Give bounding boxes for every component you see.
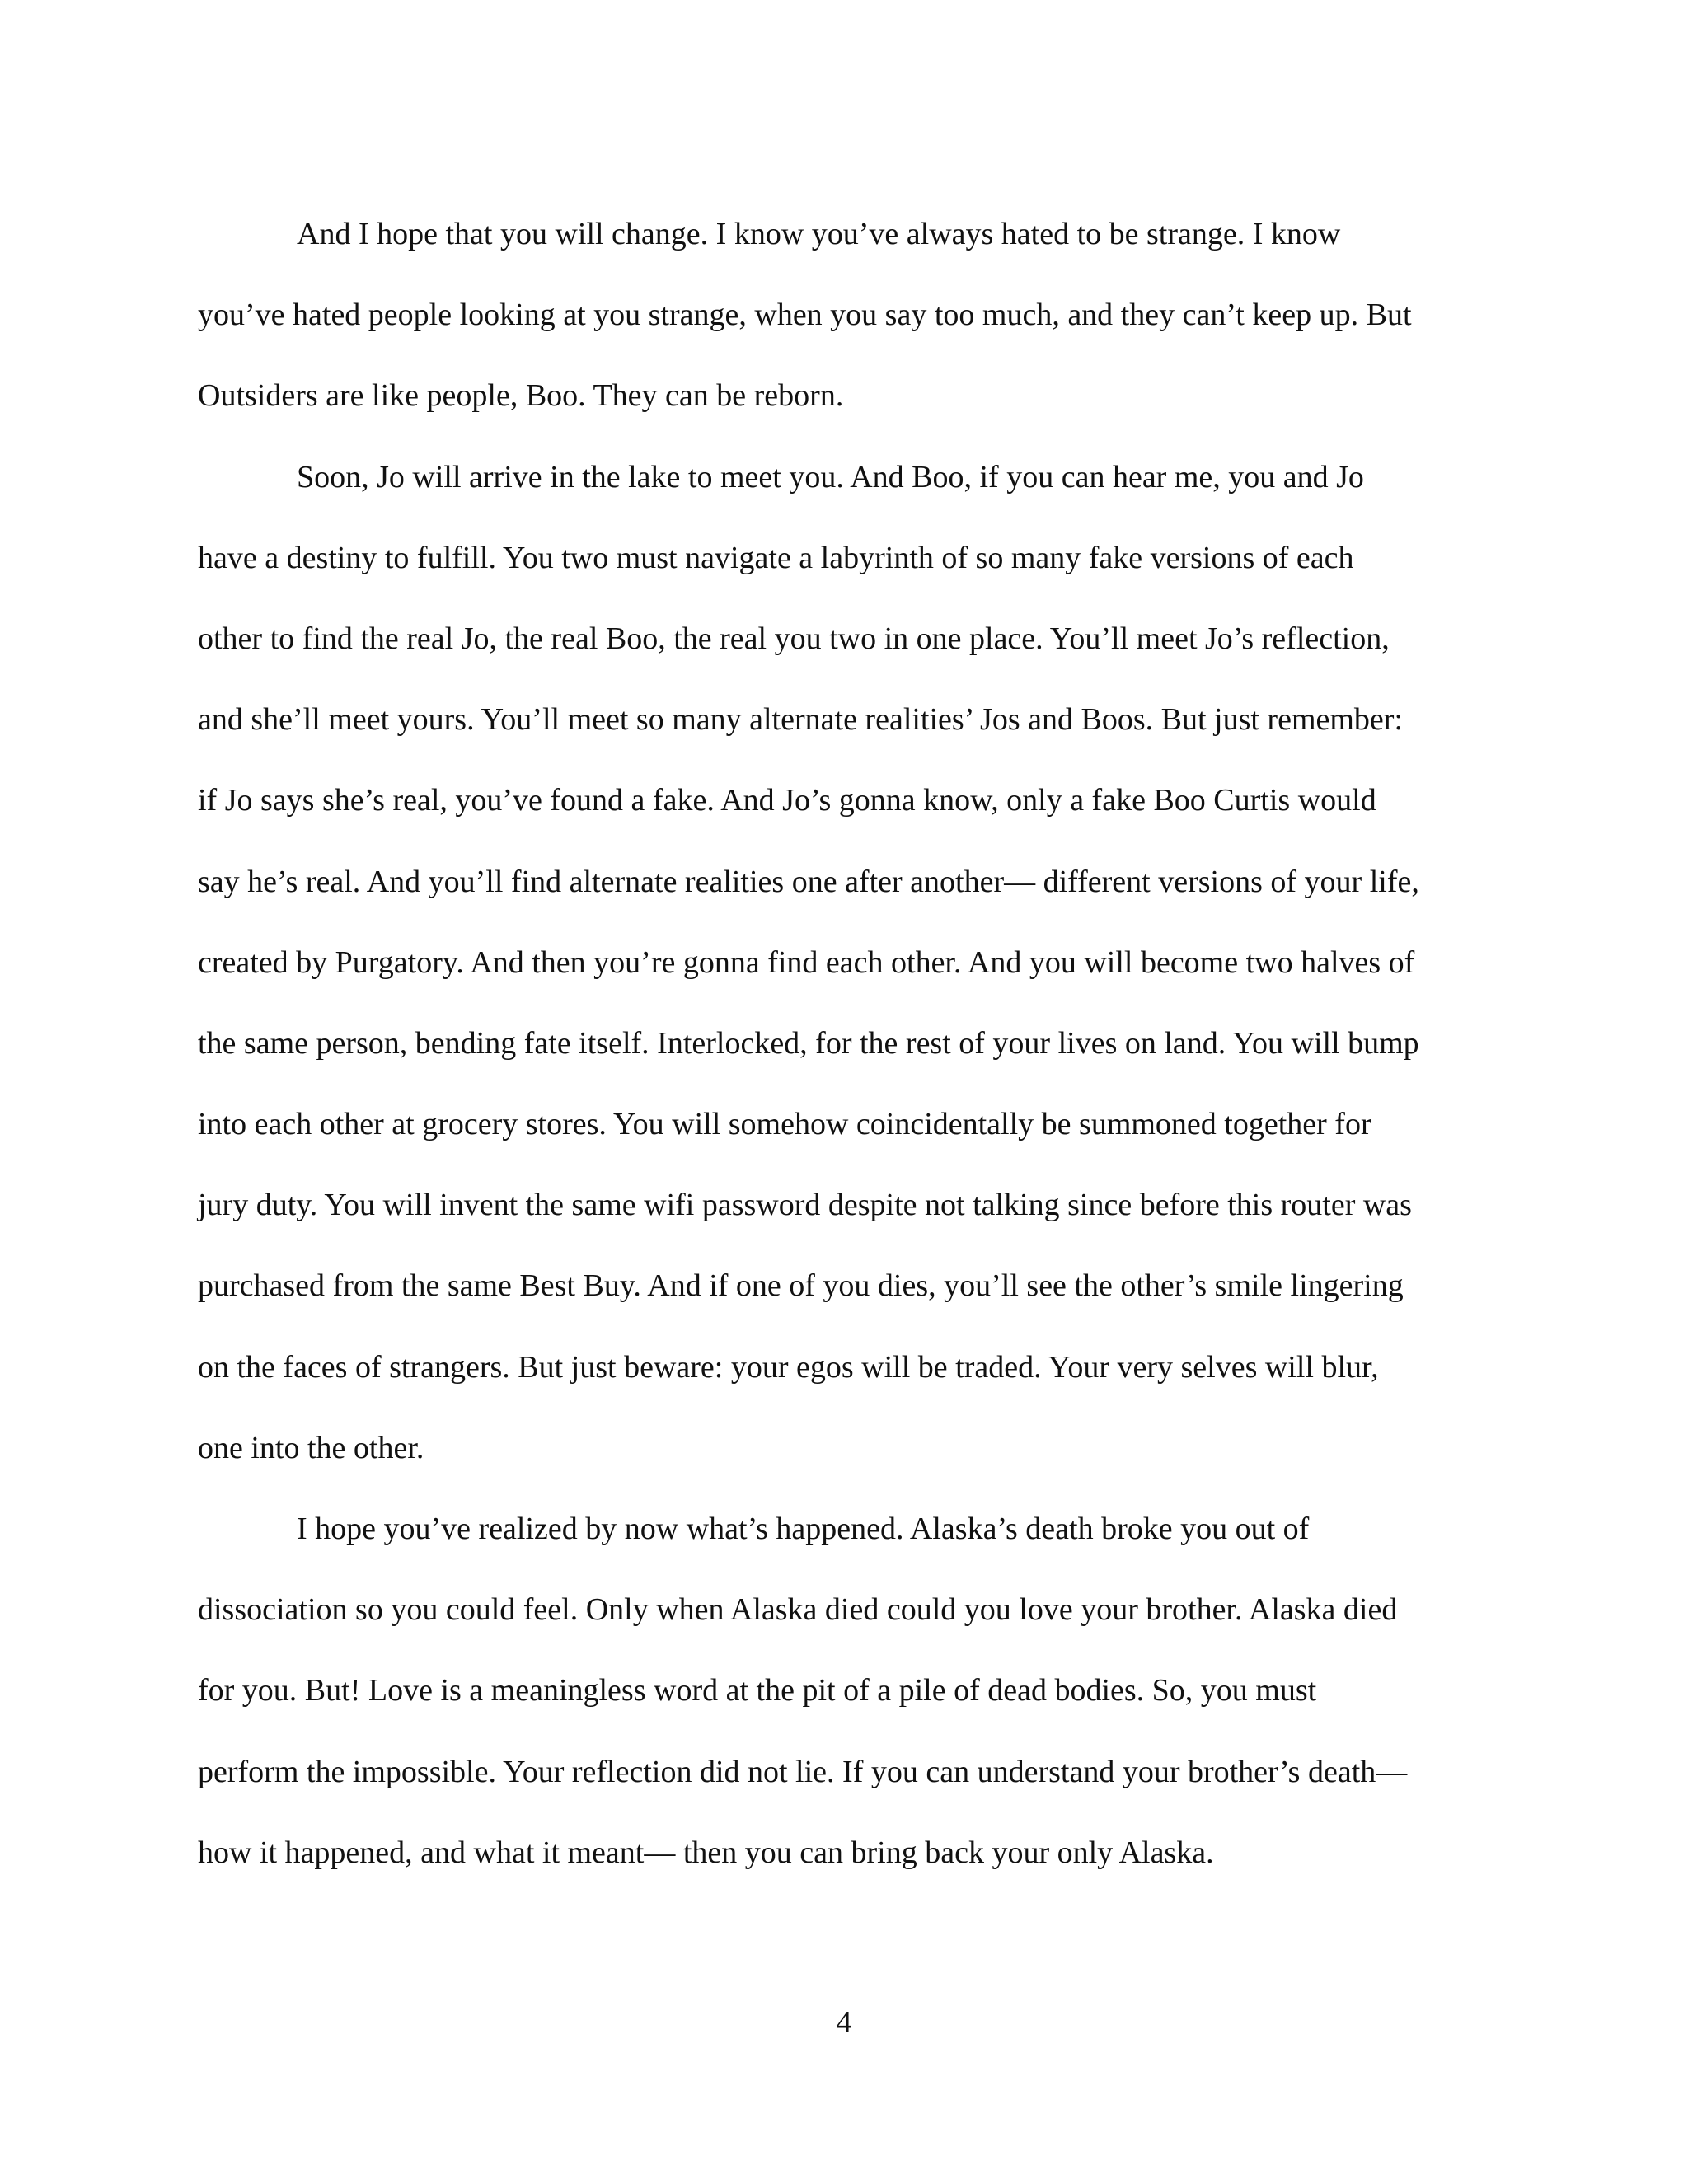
paragraph-3-line-5: how it happened, and what it meant— then you can bring back your only Alaska. (198, 1835, 1214, 1870)
paragraph-2-line-5: if Jo says she’s real, you’ve found a fake. And Jo’s gonna know, only a fake Boo Curtis would (198, 783, 1376, 818)
paragraph-3-line-4: perform the impossible. Your reflection did not lie. If you can understand your brother’s death— (198, 1754, 1408, 1789)
paragraph-2-line-4: and she’ll meet yours. You’ll meet so many alternate realities’ Jos and Boos. But just remember: (198, 702, 1403, 738)
paragraph-2-line-10: jury duty. You will invent the same wifi password despite not talking since before this router was (198, 1188, 1412, 1223)
paragraph-3-line-1: I hope you’ve realized by now what’s happened. Alaska’s death broke you out of (297, 1511, 1310, 1546)
body-text (198, 194, 1496, 1893)
paragraph-2-line-12: on the faces of strangers. But just beware: your egos will be traded. Your very selves will blur, (198, 1349, 1379, 1385)
paragraph-1-line-1: And I hope that you will change. I know you’ve always hated to be strange. I know (297, 217, 1341, 251)
paragraph-2-line-9: into each other at grocery stores. You will somehow coincidentally be summoned together for (198, 1107, 1372, 1142)
paragraph-2-line-1: Soon, Jo will arrive in the lake to meet you. And Boo, if you can hear me, you and Jo (297, 459, 1364, 494)
paragraph-2-line-7: created by Purgatory. And then you’re gonna find each other. And you will become two halves of (198, 944, 1415, 980)
page-number: 4 (836, 2005, 852, 2040)
paragraph-2-line-2: have a destiny to fulfill. You two must navigate a labyrinth of so many fake versions of each (198, 540, 1354, 575)
paragraph-1-line-3: Outsiders are like people, Boo. They can be reborn. (198, 378, 844, 414)
paragraph-2-line-11: purchased from the same Best Buy. And if one of you dies, you’ll see the other’s smile lingering (198, 1268, 1404, 1304)
paragraph-1-line-2: you’ve hated people looking at you strange, when you say too much, and they can’t keep up. But (198, 298, 1412, 333)
paragraph-2-line-13: one into the other. (198, 1430, 424, 1465)
paragraph-3-line-2: dissociation so you could feel. Only when Alaska died could you love your brother. Alaska died (198, 1592, 1398, 1628)
paragraph-2-line-6: say he’s real. And you’ll find alternate realities one after another— different versions of your life, (198, 864, 1419, 899)
paragraph-2-line-3: other to find the real Jo, the real Boo, the real you two in one place. You’ll meet Jo’s reflection, (198, 621, 1390, 656)
paragraph-2-line-8: the same person, bending fate itself. Interlocked, for the rest of your lives on land. You will bump (198, 1025, 1419, 1061)
paragraph-3-line-3: for you. But! Love is a meaningless word at the pit of a pile of dead bodies. So, you must (198, 1673, 1317, 1708)
